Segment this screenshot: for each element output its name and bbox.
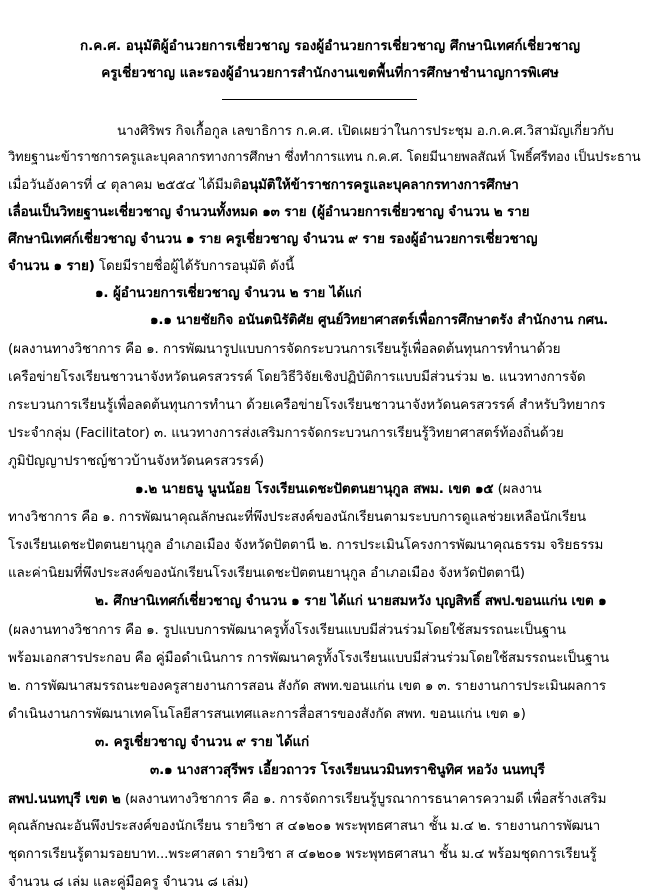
body-line [8,339,560,359]
body-line [8,175,519,195]
body-text: โดยมีรายชื่อผู้ได้รับการอนุมัติ ดังนี้ [94,258,295,274]
body-text: โรงเรียนเดชะปัตตนยานุกูล อำเภอเมือง จังหวัดปัตตานี ๒. การประเมินโครงการพัฒนาคุณธรรม จริยธรรม [8,537,604,553]
body-text: ประจำกลุ่ม (Facilitator) ๓. แนวทางการส่งเสริมการจัดกระบวนการเรียนรู้วิทยาศาสตร์ท้องถิ่นด้วย [8,425,564,441]
body-line [8,229,537,249]
body-text: (ผลงานทางวิชาการ คือ ๑. รูปแบบการพัฒนาครูทั้งโรงเรียนแบบมีส่วนร่วมโดยใช้สมรรถนะเป็นฐาน [8,622,566,638]
body-line [117,121,614,141]
bold-text: ๑. ผู้อำนวยการเชี่ยวชาญ จำนวน ๒ ราย ได้แก่ [95,285,362,301]
bold-text: ๑.๑ นายชัยกิจ อนันตนิรัติศัย ศูนย์วิทยาศาสตร์เพื่อการศึกษาตรัง สำนักงาน กศน. [150,312,609,328]
body-text: จำนวน ๘ เล่ม และคู่มือครู จำนวน ๘ เล่ม) [8,874,249,890]
body-text: กระบวนการเรียนรู้เพื่อลดต้นทุนการทำนา ด้วยเครือข่ายโรงเรียนชาวนาจังหวัดนครสวรรค์ สำหรับวิทยากร [8,397,606,413]
bold-text: ๓.๑ นางสาวสุรีพร เอี้ยวถาวร โรงเรียนนวมินทราชินูทิศ หอวัง นนทบุรี [150,762,545,778]
body-text: เมื่อวันอังคารที่ ๔ ตุลาคม ๒๕๕๔ ได้มีมติ [8,177,241,193]
body-line [135,479,542,499]
body-line [95,732,309,752]
title-divider [222,99,417,100]
body-line [95,591,607,611]
body-text: (ผลงานทางวิชาการ คือ ๑. การจัดการเรียนรู้บูรณาการธนาคารความดี เพื่อสร้างเสริม [120,791,607,807]
body-text: เครือข่ายโรงเรียนชาวนาจังหวัดนครสวรรค์ โดยวิธีวิจัยเชิงปฏิบัติการแบบมีส่วนร่วม ๒. แนวทางการจัด [8,369,586,385]
body-line [8,256,294,276]
body-text: ชุดการเรียนรู้ตามรอยบาท...พระศาสดา รายวิชา ส ๔๑๒๐๑ พระพุทธศาสนา ชั้น ม.๔ พร้อมชุดการเรียนรู้ [8,846,597,862]
body-text: (ผลงานทางวิชาการ คือ ๑. การพัฒนารูปแบบการจัดกระบวนการเรียนรู้เพื่อลดต้นทุนการทำนาด้วย [8,341,561,357]
body-text: ภูมิปัญญาปราชญ์ชาวบ้านจังหวัดนครสวรรค์) [8,453,264,469]
bold-text: ศึกษานิเทศก์เชี่ยวชาญ จำนวน ๑ ราย ครูเชี่ยวชาญ จำนวน ๙ ราย รองผู้อำนวยการเชี่ยวชาญ [8,231,538,247]
body-line [8,423,564,443]
body-text: และค่านิยมที่พึงประสงค์ของนักเรียนโรงเรียนเดชะปัตตนยานุกูล อำเภอเมือง จังหวัดปัตตานี) [8,565,525,581]
body-line [8,367,586,387]
body-line [8,620,566,640]
body-line [8,872,248,892]
body-line [8,676,606,696]
title-line-2: ครูเชี่ยวชาญ และรองผู้อำนวยการสำนักงานเขตพื้นที่การศึกษาชำนาญการพิเศษ [101,65,559,81]
body-text: ดำเนินงานการพัฒนาเทคโนโลยีสารสนเทศและการสื่อสารของสังกัด สพท. ขอนแก่น เขต ๑) [8,706,526,722]
bold-text: ๑.๒ นายธนู นูนน้อย โรงเรียนเดชะปัตตนยานุกูล สพม. เขต ๑๕ [135,481,494,497]
bold-text: เลื่อนเป็นวิทยฐานะเชี่ยวชาญ จำนวนทั้งหมด ๑๓ ราย (ผู้อำนวยการเชี่ยวชาญ จำนวน ๒ ราย [8,204,530,220]
bold-text: สพป.นนทบุรี เขต ๒ [8,791,121,807]
body-line [150,310,608,330]
body-line [8,648,609,668]
bold-text: อนุมัติให้ข้าราชการครูและบุคลากรทางการศึกษา [241,177,519,193]
body-line [8,395,605,415]
body-text: คุณลักษณะอันพึงประสงค์ของนักเรียน รายวิชา ส ๔๑๒๐๑ พระพุทธศาสนา ชั้น ม.๔ ๒. รายงานการพัฒนา [8,818,601,834]
title-line-1: ก.ค.ศ. อนุมัติผู้อำนวยการเชี่ยวชาญ รองผู้อำนวยการเชี่ยวชาญ ศึกษานิเทศก์เชี่ยวชาญ [79,38,581,54]
body-line [8,844,597,864]
body-line [8,563,525,583]
body-text: ทางวิชาการ คือ ๑. การพัฒนาคุณลักษณะที่พึงประสงค์ของนักเรียนตามระบบการดูแลช่วยเหลือนักเรียน [8,509,587,525]
bold-text: ๓. ครูเชี่ยวชาญ จำนวน ๙ ราย ได้แก่ [95,734,310,750]
body-line [8,451,264,471]
body-line [150,760,545,780]
body-line [8,816,600,836]
body-line [95,283,362,303]
body-text: (ผลงาน [493,481,542,497]
body-line [8,507,586,527]
body-line [8,704,526,724]
body-text: พร้อมเอกสารประกอบ คือ คู่มือดำเนินการ การพัฒนาครูทั้งโรงเรียนแบบมีส่วนร่วมโดยใช้สมรรถนะเป็นฐาน [8,650,609,666]
body-line [8,202,529,222]
body-text: นางศิริพร กิจเกื้อกูล เลขาธิการ ก.ค.ศ. เปิดเผยว่าในการประชุม อ.ก.ค.ศ.วิสามัญเกี่ยวกับ [117,123,614,139]
body-text: ๒. การพัฒนาสมรรถนะของครูสายงานการสอน สังกัด สพท.ขอนแก่น เขต ๑ ๓. รายงานการประเมินผลการ [8,678,606,694]
bold-text: ๒. ศึกษานิเทศก์เชี่ยวชาญ จำนวน ๑ ราย ได้แก่ นายสมหวัง บุญสิทธิ์ สพป.ขอนแก่น เขต ๑ [95,593,607,609]
body-line [8,789,606,809]
bold-text: จำนวน ๑ ราย) [8,258,95,274]
body-line [8,148,641,168]
body-text: วิทยฐานะข้าราชการครูและบุคลากรทางการศึกษา ซึ่งทำการแทน ก.ค.ศ. โดยมีนายพลสัณห์ โพธิ์ศรีทอง เป็นประธาน [8,150,641,165]
body-line [8,535,603,555]
